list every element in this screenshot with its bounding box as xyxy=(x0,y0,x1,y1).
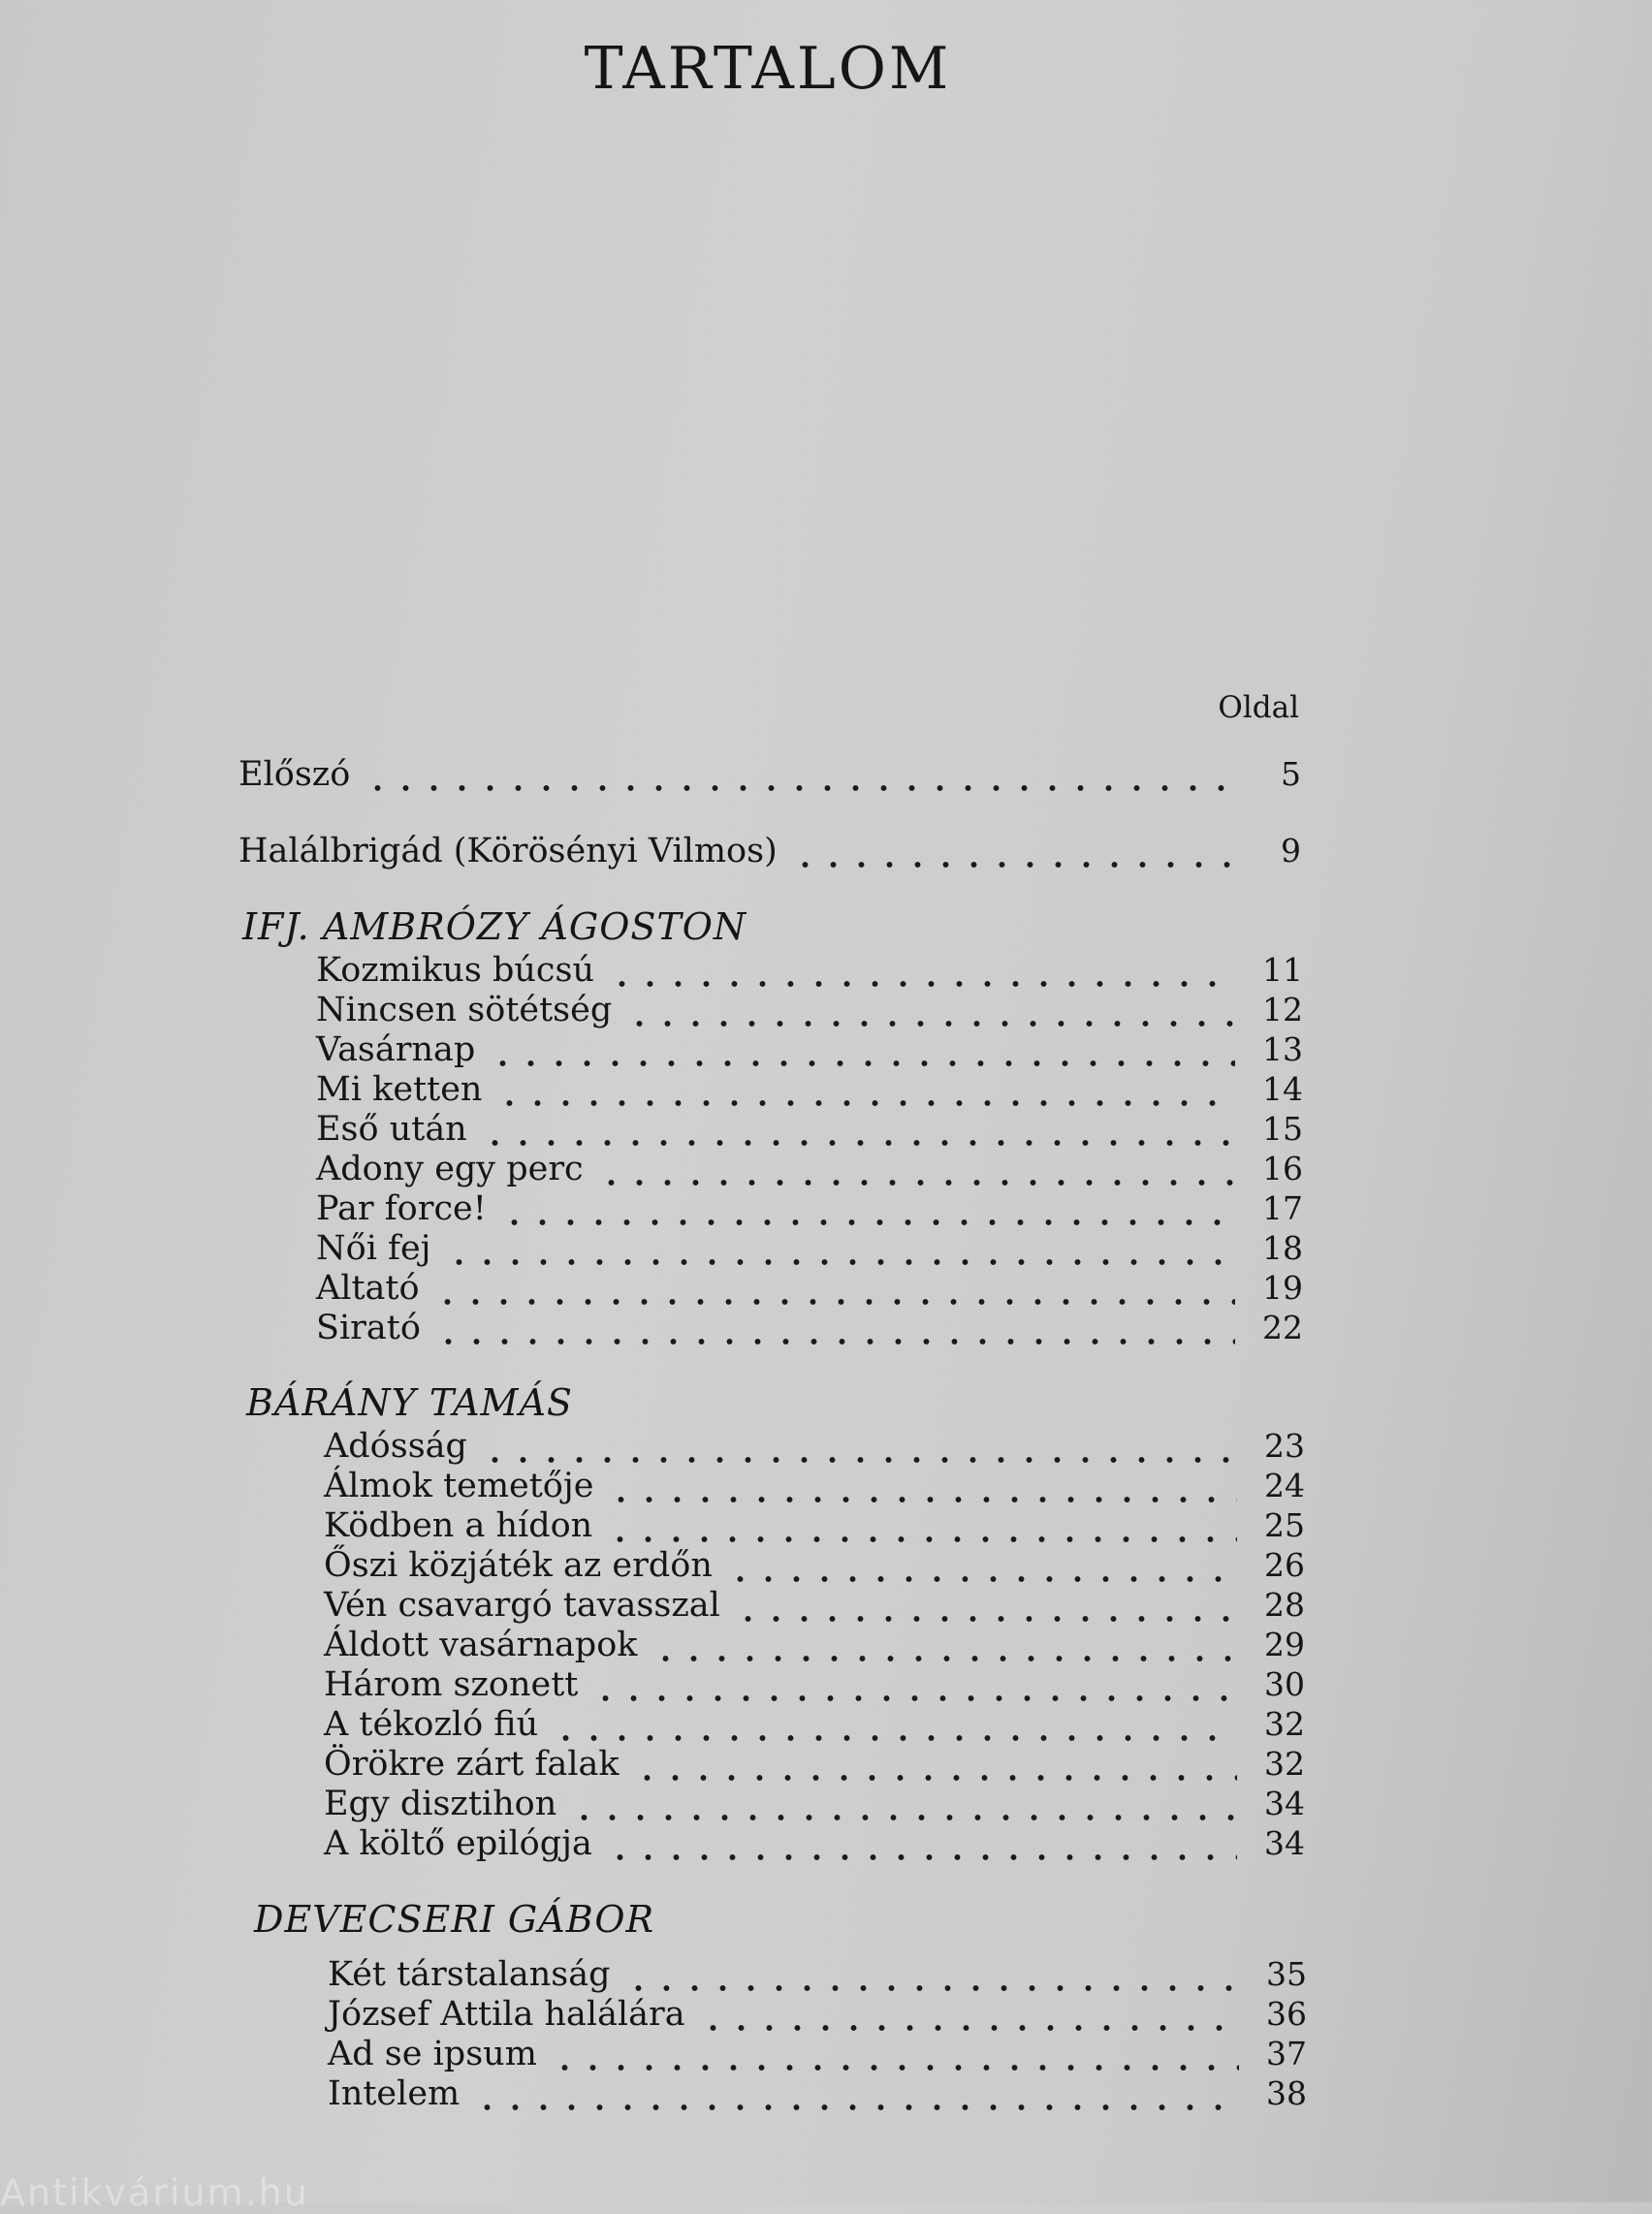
toc-entry-page: 32 xyxy=(1264,1705,1305,1743)
toc-entry xyxy=(324,1823,1305,1864)
dot-leader xyxy=(602,1823,1237,1864)
dot-leader xyxy=(441,1228,1235,1269)
dot-leader xyxy=(695,1994,1239,2035)
toc-entry-page: 11 xyxy=(1262,951,1303,989)
toc-entry-page: 18 xyxy=(1262,1229,1303,1267)
toc-entry-page: 23 xyxy=(1264,1427,1305,1465)
toc-entry-page: 5 xyxy=(1281,755,1301,793)
toc-entry-title: Mi ketten xyxy=(316,1070,483,1109)
toc-entry-title: Ad se ipsum xyxy=(328,2035,537,2073)
section-author: IFJ. AMBRÓZY ÁGOSTON xyxy=(242,905,747,948)
toc-entry xyxy=(238,831,1301,871)
dot-leader xyxy=(360,754,1233,795)
toc-entry-page: 32 xyxy=(1264,1745,1305,1783)
toc-entry-title: Két társtalanság xyxy=(328,1955,611,1994)
toc-entry xyxy=(324,1505,1305,1546)
toc-entry xyxy=(316,950,1303,991)
dot-leader xyxy=(547,2034,1239,2074)
page-column-header: Oldal xyxy=(1218,690,1299,725)
toc-entry xyxy=(328,2034,1307,2074)
toc-entry xyxy=(328,1994,1307,2035)
toc-entry-title: Előszó xyxy=(238,755,351,794)
toc-entry xyxy=(328,1954,1307,1995)
toc-entry xyxy=(324,1744,1305,1785)
toc-entry-page: 13 xyxy=(1262,1030,1303,1068)
toc-entry-title: Három szonett xyxy=(324,1665,579,1704)
toc-entry xyxy=(324,1664,1305,1705)
toc-entry-page: 9 xyxy=(1281,832,1301,870)
watermark: Antikvárium.hu xyxy=(0,2171,309,2214)
toc-entry-title: Örökre zárt falak xyxy=(324,1745,620,1784)
toc-entry-page: 22 xyxy=(1262,1309,1303,1346)
toc-entry-page: 34 xyxy=(1264,1785,1305,1822)
dot-leader xyxy=(603,1466,1237,1506)
toc-entry-title: Egy disztihon xyxy=(324,1785,557,1823)
toc-entry-page: 37 xyxy=(1266,2035,1307,2072)
toc-entry-page: 35 xyxy=(1266,1955,1307,1993)
toc-entry xyxy=(316,1029,1303,1070)
toc-entry-title: Sirató xyxy=(316,1309,421,1347)
page-title: TARTALOM xyxy=(584,35,952,103)
toc-entry-page: 16 xyxy=(1262,1150,1303,1187)
toc-entry-page: 19 xyxy=(1262,1269,1303,1307)
toc-entry-title: Par force! xyxy=(316,1189,487,1228)
toc-entry-title: Ködben a hídon xyxy=(324,1506,593,1545)
toc-entry xyxy=(324,1625,1305,1665)
toc-entry xyxy=(238,754,1301,795)
toc-entry-title: Kozmikus búcsú xyxy=(316,951,594,990)
dot-leader xyxy=(620,1954,1239,1995)
dot-leader xyxy=(496,1188,1235,1229)
dot-leader xyxy=(604,950,1235,991)
toc-entry-title: Halálbrigád (Körösényi Vilmos) xyxy=(238,832,778,870)
toc-entry xyxy=(316,1268,1303,1309)
dot-leader xyxy=(722,1545,1237,1586)
toc-entry-title: Intelem xyxy=(328,2074,461,2113)
section-author: BÁRÁNY TAMÁS xyxy=(246,1381,573,1424)
toc-entry xyxy=(316,1109,1303,1150)
toc-entry-page: 38 xyxy=(1266,2074,1307,2112)
dot-leader xyxy=(477,1109,1235,1150)
toc-entry xyxy=(324,1784,1305,1824)
toc-entry-page: 28 xyxy=(1264,1586,1305,1624)
dot-leader xyxy=(648,1625,1238,1665)
dot-leader xyxy=(621,990,1235,1030)
toc-entry-title: Áldott vasárnapok xyxy=(324,1626,638,1664)
toc-entry xyxy=(324,1704,1305,1745)
toc-entry xyxy=(316,1188,1303,1229)
toc-entry-title: Nincsen sötétség xyxy=(316,991,613,1029)
dot-leader xyxy=(477,1426,1237,1467)
toc-entry-page: 26 xyxy=(1264,1546,1305,1584)
toc-entry-page: 24 xyxy=(1264,1467,1305,1504)
toc-entry-title: Eső után xyxy=(316,1110,467,1149)
toc-entry-page: 12 xyxy=(1262,991,1303,1028)
toc-entry xyxy=(324,1545,1305,1586)
toc-entry-page: 17 xyxy=(1262,1189,1303,1227)
toc-entry xyxy=(316,1308,1303,1348)
toc-entry xyxy=(324,1585,1305,1626)
toc-entry-page: 36 xyxy=(1266,1995,1307,2033)
toc-entry-title: Őszi közjáték az erdőn xyxy=(324,1546,713,1585)
dot-leader xyxy=(429,1268,1235,1309)
toc-entry-title: A tékozló fiú xyxy=(324,1705,539,1744)
toc-entry-title: Altató xyxy=(316,1269,420,1308)
dot-leader xyxy=(629,1744,1237,1785)
toc-entry xyxy=(324,1466,1305,1506)
toc-entry-title: Adósság xyxy=(324,1427,467,1466)
toc-entry-page: 14 xyxy=(1262,1070,1303,1108)
dot-leader xyxy=(485,1029,1235,1070)
toc-entry-page: 29 xyxy=(1264,1626,1305,1663)
section-author: DEVECSERI GÁBOR xyxy=(254,1898,655,1941)
toc-entry xyxy=(316,1149,1303,1189)
dot-leader xyxy=(730,1585,1237,1626)
dot-leader xyxy=(602,1505,1237,1546)
dot-leader xyxy=(492,1069,1235,1110)
toc-entry xyxy=(316,1069,1303,1110)
dot-leader xyxy=(430,1308,1235,1348)
toc-entry-page: 30 xyxy=(1264,1665,1305,1703)
toc-entry xyxy=(328,2073,1307,2114)
dot-leader xyxy=(787,831,1233,871)
toc-entry-title: Női fej xyxy=(316,1229,431,1268)
toc-entry-page: 25 xyxy=(1264,1506,1305,1544)
dot-leader xyxy=(566,1784,1237,1824)
toc-entry-title: A költő epilógja xyxy=(324,1824,592,1863)
dot-leader xyxy=(469,2073,1239,2114)
dot-leader xyxy=(593,1149,1235,1189)
toc-entry-title: József Attila halálára xyxy=(328,1995,685,2034)
toc-entry xyxy=(324,1426,1305,1467)
toc-entry xyxy=(316,990,1303,1030)
toc-entry xyxy=(316,1228,1303,1269)
dot-leader xyxy=(548,1704,1237,1745)
dot-leader xyxy=(588,1664,1237,1705)
toc-entry-title: Vasárnap xyxy=(316,1030,476,1069)
toc-entry-title: Adony egy perc xyxy=(316,1150,584,1188)
toc-entry-page: 15 xyxy=(1262,1110,1303,1148)
toc-entry-title: Álmok temetője xyxy=(324,1467,594,1505)
toc-entry-title: Vén csavargó tavasszal xyxy=(324,1586,720,1625)
toc-entry-page: 34 xyxy=(1264,1824,1305,1862)
